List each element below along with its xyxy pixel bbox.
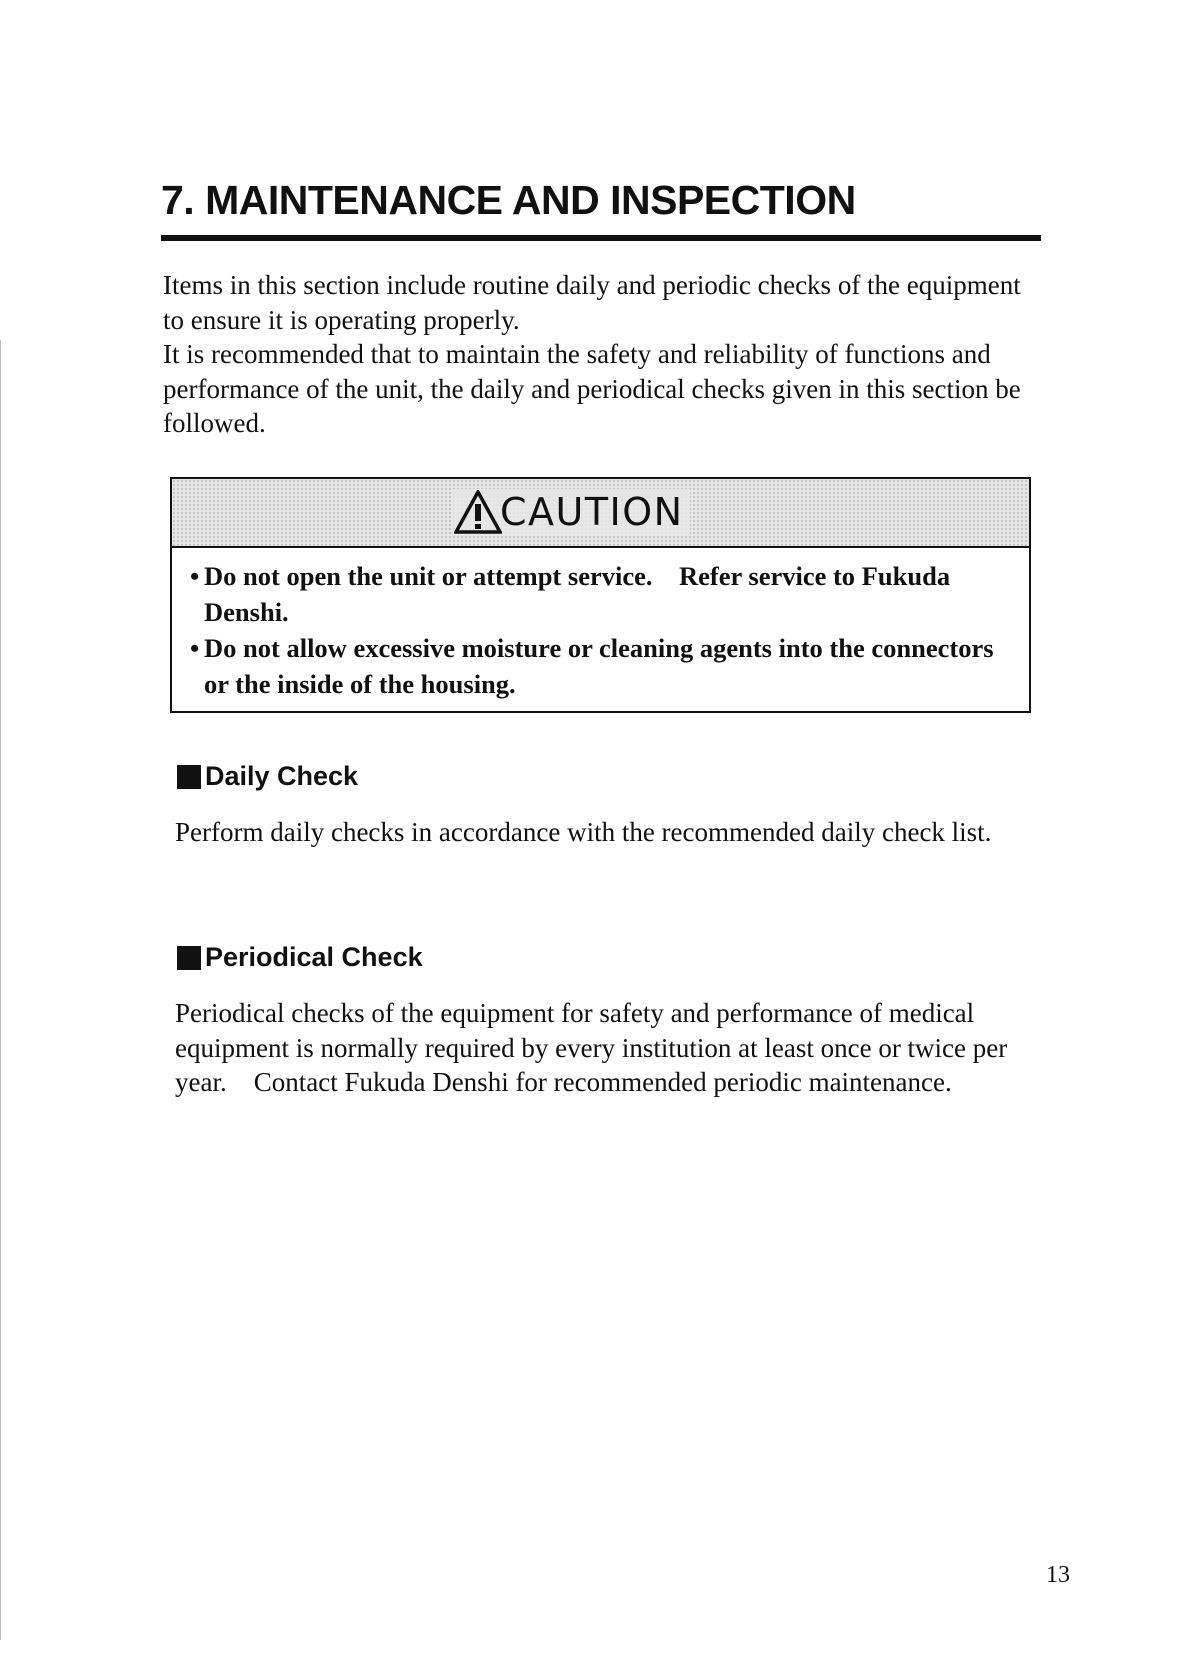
caution-header — [172, 479, 1029, 548]
section-paragraph: Perform daily checks in accordance with the recommended daily check list. — [175, 817, 992, 847]
caution-box — [170, 477, 1031, 713]
black-square-icon — [177, 946, 201, 970]
caution-item-text: Do not allow excessive moisture or cleaning agents into the connectors or the inside of the housing. — [204, 633, 994, 699]
black-square-icon — [177, 765, 201, 789]
intro-text — [163, 268, 1043, 441]
section-heading-periodical-check — [177, 944, 423, 971]
section-text-periodical-check — [175, 996, 1035, 1100]
title-underline — [161, 235, 1041, 241]
section-heading-label: Periodical Check — [205, 942, 423, 972]
caution-heading: CAUTION — [500, 490, 684, 534]
page-title: 7. MAINTENANCE AND INSPECTION — [161, 177, 856, 223]
caution-item — [190, 558, 1017, 630]
caution-item — [190, 630, 1017, 702]
bullet-icon: • — [190, 561, 200, 591]
warning-triangle-icon — [454, 490, 502, 534]
section-heading-label: Daily Check — [205, 761, 359, 791]
scan-edge-line — [0, 340, 1, 1640]
page-number: 13 — [1046, 1562, 1070, 1588]
section-paragraph: Periodical checks of the equipment for safety and performance of medical equipment is normally required by every institution at least once or twice per year. Contact Fukuda Denshi for recommended periodic maintenance. — [175, 998, 1008, 1097]
caution-title — [452, 489, 690, 535]
intro-paragraph: Items in this section include routine daily and periodic checks of the equipment to ensure it is operating properly. — [163, 270, 1021, 335]
section-text-daily-check — [175, 815, 1035, 850]
caution-item-text: Do not open the unit or attempt service. Refer service to Fukuda Denshi. — [204, 561, 951, 627]
intro-paragraph: It is recommended that to maintain the safety and reliability of functions and performance of the unit, the daily and periodical checks given in this section be followed. — [163, 339, 1021, 438]
section-heading-daily-check — [177, 763, 358, 790]
caution-body — [172, 548, 1029, 702]
bullet-icon: • — [190, 633, 200, 663]
